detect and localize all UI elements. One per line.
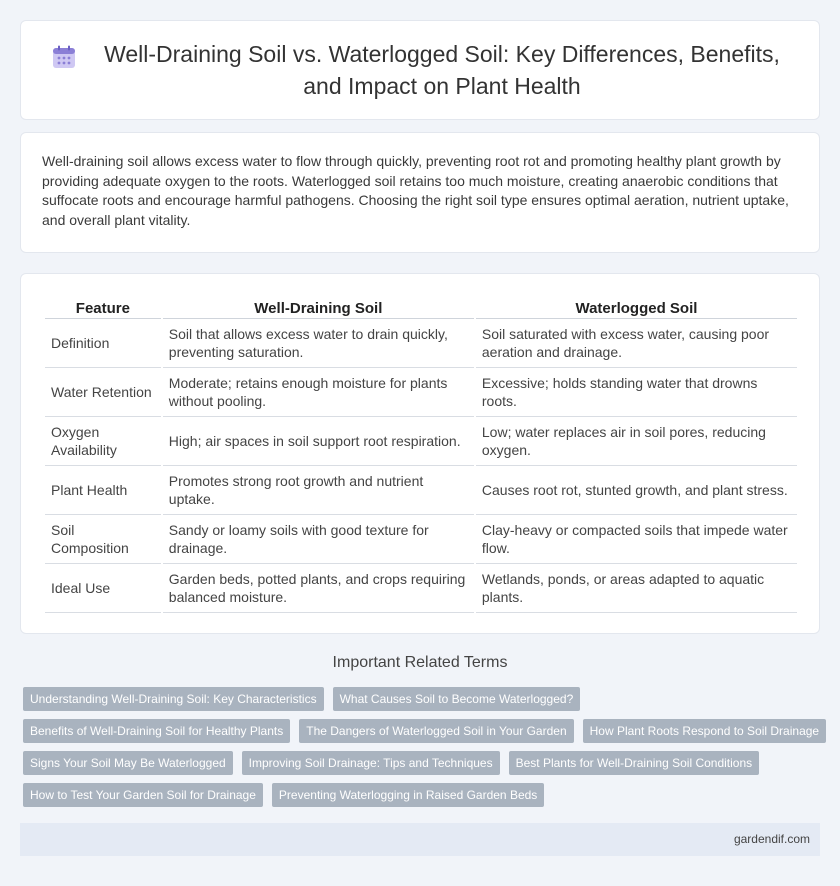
related-term-link[interactable]: Best Plants for Well-Draining Soil Conditions: [509, 751, 760, 775]
header-card: [20, 20, 820, 120]
feature-cell: Soil Composition: [45, 515, 161, 564]
tag-row: [23, 783, 823, 807]
intro-card: [20, 132, 820, 253]
well-draining-cell: Promotes strong root growth and nutrient uptake.: [163, 466, 474, 515]
related-term-link[interactable]: Signs Your Soil May Be Waterlogged: [23, 751, 233, 775]
header-well-draining: Well-Draining Soil: [163, 296, 474, 319]
tag-row: [23, 687, 823, 711]
table-row: [45, 564, 797, 613]
related-term-link[interactable]: What Causes Soil to Become Waterlogged?: [333, 687, 581, 711]
table-row: [45, 319, 797, 368]
waterlogged-cell: Causes root rot, stunted growth, and plant stress.: [476, 466, 797, 515]
waterlogged-cell: Soil saturated with excess water, causing poor aeration and drainage.: [476, 319, 797, 368]
feature-cell: Oxygen Availability: [45, 417, 161, 466]
related-term-link[interactable]: How Plant Roots Respond to Soil Drainage: [583, 719, 826, 743]
table-header-row: [45, 296, 797, 319]
well-draining-cell: High; air spaces in soil support root respiration.: [163, 417, 474, 466]
table-row: [45, 515, 797, 564]
table-row: [45, 417, 797, 466]
well-draining-cell: Soil that allows excess water to drain quickly, preventing saturation.: [163, 319, 474, 368]
header-waterlogged: Waterlogged Soil: [476, 296, 797, 319]
related-terms-title: Important Related Terms: [332, 654, 508, 671]
feature-cell: Ideal Use: [45, 564, 161, 613]
related-term-link[interactable]: How to Test Your Garden Soil for Drainage: [23, 783, 263, 807]
related-term-link[interactable]: Preventing Waterlogging in Raised Garden Beds: [272, 783, 544, 807]
waterlogged-cell: Excessive; holds standing water that drowns roots.: [476, 368, 797, 417]
comparison-card: [20, 273, 820, 634]
table-row: [45, 466, 797, 515]
well-draining-cell: Garden beds, potted plants, and crops requiring balanced moisture.: [163, 564, 474, 613]
well-draining-cell: Moderate; retains enough moisture for plants without pooling.: [163, 368, 474, 417]
related-term-link[interactable]: Benefits of Well-Draining Soil for Healthy Plants: [23, 719, 290, 743]
related-term-link[interactable]: Understanding Well-Draining Soil: Key Characteristics: [23, 687, 324, 711]
related-term-link[interactable]: The Dangers of Waterlogged Soil in Your Garden: [299, 719, 573, 743]
tag-row: [23, 751, 823, 775]
page-title: Well-Draining Soil vs. Waterlogged Soil: Key Differences, Benefits, and Impact on Plant Health: [104, 41, 780, 99]
calendar-icon: [51, 44, 77, 70]
tag-row: [23, 719, 823, 743]
feature-cell: Water Retention: [45, 368, 161, 417]
waterlogged-cell: Wetlands, ponds, or areas adapted to aquatic plants.: [476, 564, 797, 613]
related-term-link[interactable]: Improving Soil Drainage: Tips and Techniques: [242, 751, 500, 775]
footer: [20, 823, 820, 856]
well-draining-cell: Sandy or loamy soils with good texture for drainage.: [163, 515, 474, 564]
feature-cell: Plant Health: [45, 466, 161, 515]
intro-paragraph: Well-draining soil allows excess water to flow through quickly, preventing root rot and promoting healthy plant growth by providing adequate oxygen to the roots. Waterlogged soil retains too much moisture, creating anaerobic conditions that suffocate roots and encourage harmful pathogens. Choosing the right soil type ensures optimal aeration, nutrient uptake, and overall plant vitality.: [42, 153, 789, 228]
waterlogged-cell: Clay-heavy or compacted soils that impede water flow.: [476, 515, 797, 564]
table-row: [45, 368, 797, 417]
related-terms-list: [23, 687, 823, 815]
site-name[interactable]: gardendif.com: [733, 832, 810, 846]
comparison-table: [43, 296, 799, 613]
feature-cell: Definition: [45, 319, 161, 368]
waterlogged-cell: Low; water replaces air in soil pores, reducing oxygen.: [476, 417, 797, 466]
header-feature: Feature: [45, 296, 161, 319]
